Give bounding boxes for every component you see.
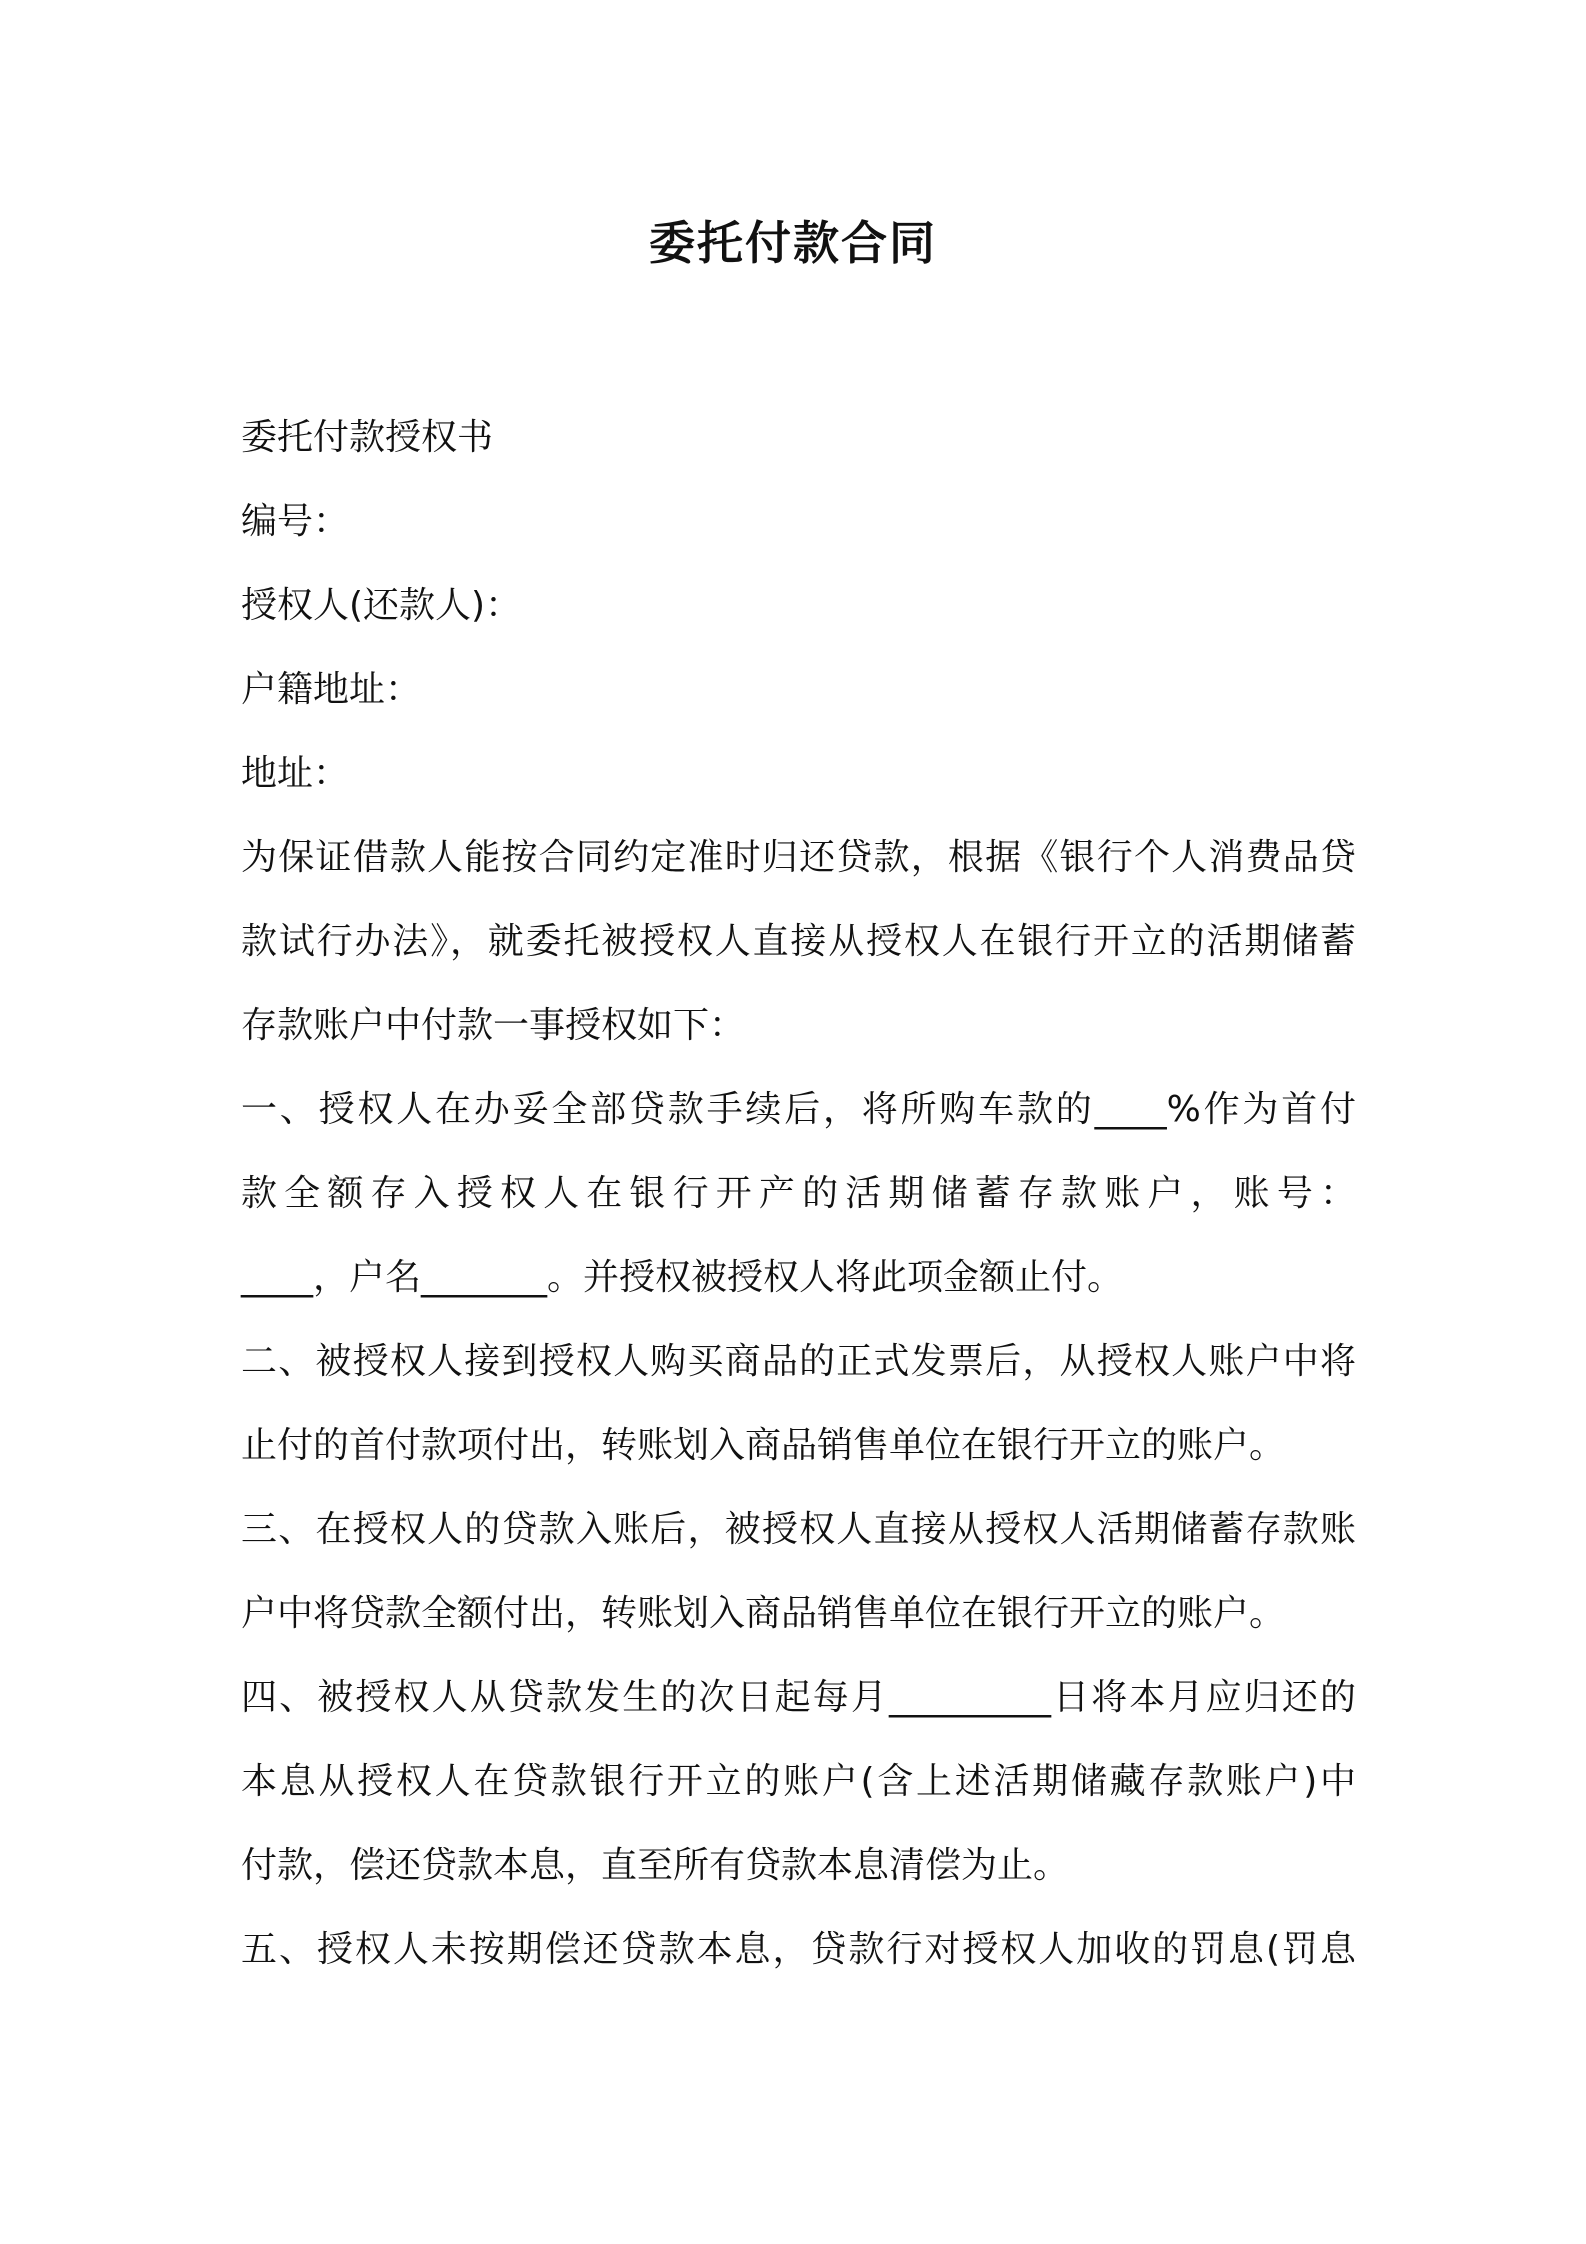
clause-2-line: 止付的首付款项付出，转账划入商品销售单位在银行开立的账户。 <box>241 1425 1286 1466</box>
clause-2-line: 二、被授权人接到授权人购买商品的正式发票后，从授权人账户中将 <box>241 1341 1356 1382</box>
clause-3-line: 三、在授权人的贷款入账后，被授权人直接从授权人活期储蓄存款账 <box>241 1509 1356 1550</box>
paragraph-line: 为保证借款人能按合同约定准时归还贷款，根据《银行个人消费品贷 <box>241 837 1356 878</box>
field-authorizer-label: 授权人(还款人)： <box>241 585 522 626</box>
field-number-label: 编号： <box>241 501 350 542</box>
clause-5-line: 五、授权人未按期偿还贷款本息，贷款行对授权人加收的罚息(罚息 <box>241 1929 1356 1970</box>
field-household-address-label: 户籍地址： <box>241 669 422 710</box>
clause-4-line: 本息从授权人在贷款银行开立的账户(含上述活期储藏存款账户)中 <box>241 1761 1356 1802</box>
clause-1-line: 款全额存入授权人在银行开产的活期储蓄存款账户，账号： <box>241 1173 1356 1214</box>
document-title: 委托付款合同 <box>649 216 937 270</box>
field-address-label: 地址： <box>241 753 350 794</box>
subtitle-authorization-letter: 委托付款授权书 <box>241 417 494 458</box>
clause-1-line: 一、授权人在办妥全部贷款手续后，将所购车款的____%作为首付 <box>241 1089 1356 1130</box>
clause-4-line: 付款，偿还贷款本息，直至所有贷款本息清偿为止。 <box>241 1845 1070 1886</box>
paragraph-line: 存款账户中付款一事授权如下： <box>241 1005 746 1046</box>
clause-4-line: 四、被授权人从贷款发生的次日起每月_________日将本月应归还的 <box>241 1677 1356 1718</box>
clause-1-line: ____，户名_______。并授权被授权人将此项金额止付。 <box>241 1257 1124 1298</box>
clause-3-line: 户中将贷款全额付出，转账划入商品销售单位在银行开立的账户。 <box>241 1593 1286 1634</box>
paragraph-line: 款试行办法》，就委托被授权人直接从授权人在银行开立的活期储蓄 <box>241 921 1356 962</box>
